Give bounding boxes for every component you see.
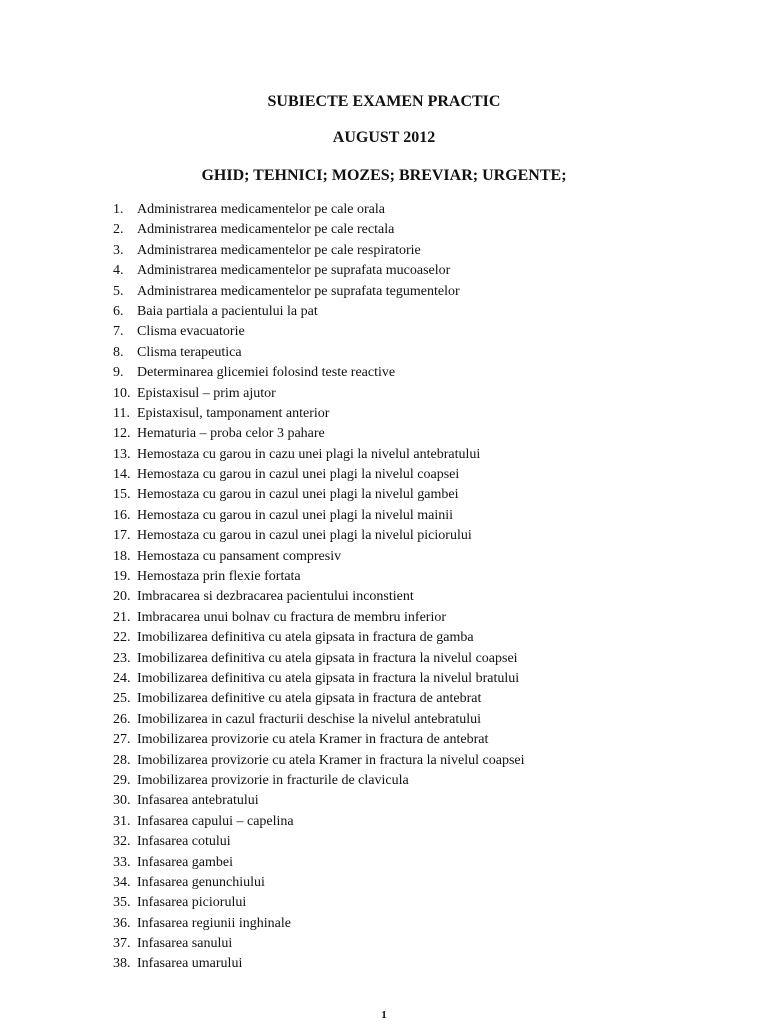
list-item: [0, 710, 768, 730]
list-item-number: 7.: [113, 324, 124, 340]
list-item: [0, 873, 768, 893]
list-item-text: Infasarea genunchiului: [137, 874, 265, 890]
list-item-text: Hemostaza cu garou in cazul unei plagi la nivelul coapsei: [137, 467, 460, 483]
list-item: [0, 832, 768, 852]
list-item: [0, 791, 768, 811]
list-item: [0, 628, 768, 648]
list-item-text: Epistaxisul, tamponament anterior: [137, 405, 330, 421]
list-item-number: 17.: [113, 528, 131, 544]
list-item-number: 6.: [113, 303, 124, 319]
list-item: [0, 526, 768, 546]
list-item-text: Imobilizarea definitive cu atela gipsata in fractura de antebrat: [137, 691, 482, 707]
list-item-number: 18.: [113, 548, 131, 564]
list-item-text: Administrarea medicamentelor pe cale orala: [137, 202, 385, 217]
list-item-text: Infasarea sanului: [137, 936, 233, 952]
list-item-number: 20.: [113, 589, 131, 605]
list-item: [0, 853, 768, 873]
list-item-text: Infasarea cotului: [137, 834, 231, 850]
list-item: [0, 404, 768, 424]
list-item-number: 30.: [113, 793, 131, 809]
list-item-text: Hematuria – proba celor 3 pahare: [137, 426, 325, 442]
list-item-number: 34.: [113, 874, 131, 890]
list-item: [0, 934, 768, 954]
list-item-number: 12.: [113, 426, 131, 442]
list-item-text: Infasarea gambei: [137, 854, 233, 870]
list-item-text: Clisma evacuatorie: [137, 324, 245, 340]
list-item-number: 14.: [113, 467, 131, 483]
list-item-number: 5.: [113, 283, 124, 299]
list-item: [0, 282, 768, 302]
list-item: [0, 649, 768, 669]
page-subtitle: AUGUST 2012: [332, 129, 436, 146]
list-item: [0, 669, 768, 689]
list-item: [0, 689, 768, 709]
list-item: [0, 587, 768, 607]
list-item-number: 26.: [113, 711, 131, 727]
list-item-number: 19.: [113, 569, 131, 585]
list-item-number: 24.: [113, 670, 131, 686]
list-item-text: Infasarea antebratului: [137, 793, 259, 809]
page-title: SUBIECTE EXAMEN PRACTIC: [267, 93, 501, 110]
list-item-text: Epistaxisul – prim ajutor: [137, 385, 276, 401]
list-item-text: Baia partiala a pacientului la pat: [137, 303, 318, 319]
list-item-number: 3.: [113, 242, 124, 258]
list-item-text: Hemostaza cu garou in cazu unei plagi la nivelul antebratului: [137, 446, 481, 462]
list-item-text: Administrarea medicamentelor pe cale rectala: [137, 222, 395, 238]
list-item: [0, 200, 768, 220]
list-item: [0, 954, 768, 974]
list-item-text: Administrarea medicamentelor pe suprafata tegumentelor: [137, 283, 460, 299]
list-item: [0, 220, 768, 240]
list-item-number: 8.: [113, 344, 124, 360]
list-item-text: Hemostaza cu pansament compresiv: [137, 548, 342, 564]
sources-heading: GHID; TEHNICI; MOZES; BREVIAR; URGENTE;: [201, 167, 567, 184]
list-item-number: 1.: [113, 202, 124, 217]
list-item-text: Imbracarea unui bolnav cu fractura de membru inferior: [137, 609, 447, 625]
list-item-number: 11.: [113, 405, 130, 421]
list-item-number: 28.: [113, 752, 131, 768]
list-item: [0, 608, 768, 628]
list-item-text: Infasarea piciorului: [137, 895, 247, 911]
list-item-number: 13.: [113, 446, 131, 462]
list-item-text: Infasarea regiunii inghinale: [137, 915, 291, 931]
list-item-number: 25.: [113, 691, 131, 707]
list-item: [0, 730, 768, 750]
list-item-number: 16.: [113, 507, 131, 523]
list-item-number: 4.: [113, 263, 124, 279]
list-item-text: Imobilizarea definitiva cu atela gipsata in fractura la nivelul coapsei: [137, 650, 518, 666]
list-item-number: 35.: [113, 895, 131, 911]
topic-list: [0, 200, 768, 975]
list-item-number: 27.: [113, 732, 131, 748]
list-item: [0, 771, 768, 791]
list-item-text: Imbracarea si dezbracarea pacientului inconstient: [137, 589, 414, 605]
list-item-number: 36.: [113, 915, 131, 931]
list-item: [0, 914, 768, 934]
list-item-text: Imobilizarea provizorie in fracturile de clavicula: [137, 772, 409, 788]
page-number: 1: [381, 1009, 387, 1021]
list-item-number: 21.: [113, 609, 131, 625]
list-item: [0, 445, 768, 465]
list-item-number: 10.: [113, 385, 131, 401]
list-item: [0, 302, 768, 322]
list-item-text: Imobilizarea definitiva cu atela gipsata in fractura de gamba: [137, 630, 474, 646]
list-item: [0, 506, 768, 526]
list-item-number: 32.: [113, 834, 131, 850]
list-item: [0, 812, 768, 832]
list-item-text: Imobilizarea provizorie cu atela Kramer in fractura la nivelul coapsei: [137, 752, 525, 768]
list-item-text: Hemostaza cu garou in cazul unei plagi la nivelul gambei: [137, 487, 459, 503]
list-item: [0, 343, 768, 363]
list-item: [0, 241, 768, 261]
list-item: [0, 567, 768, 587]
list-item: [0, 465, 768, 485]
list-item: [0, 424, 768, 444]
list-item-text: Imobilizarea definitiva cu atela gipsata in fractura la nivelul bratului: [137, 670, 520, 686]
list-item: [0, 547, 768, 567]
list-item-number: 15.: [113, 487, 131, 503]
list-item-text: Hemostaza prin flexie fortata: [137, 569, 301, 585]
list-item-number: 33.: [113, 854, 131, 870]
list-item-number: 37.: [113, 936, 131, 952]
list-item: [0, 384, 768, 404]
list-item-text: Imobilizarea provizorie cu atela Kramer in fractura de antebrat: [137, 732, 489, 748]
list-item: [0, 893, 768, 913]
list-item-number: 22.: [113, 630, 131, 646]
list-item-text: Clisma terapeutica: [137, 344, 242, 360]
list-item: [0, 363, 768, 383]
list-item-text: Infasarea capului – capelina: [137, 813, 294, 829]
list-item-text: Administrarea medicamentelor pe cale respiratorie: [137, 242, 421, 258]
list-item-number: 23.: [113, 650, 131, 666]
list-item-number: 29.: [113, 772, 131, 788]
list-item: [0, 751, 768, 771]
list-item-text: Infasarea umarului: [137, 956, 243, 972]
list-item-number: 9.: [113, 365, 124, 381]
list-item-number: 31.: [113, 813, 131, 829]
list-item-number: 38.: [113, 956, 131, 972]
list-item-text: Imobilizarea in cazul fracturii deschise la nivelul antebratului: [137, 711, 482, 727]
list-item-text: Hemostaza cu garou in cazul unei plagi la nivelul piciorului: [137, 528, 472, 544]
list-item-text: Administrarea medicamentelor pe suprafata mucoaselor: [137, 263, 451, 279]
list-item: [0, 322, 768, 342]
list-item-text: Determinarea glicemiei folosind teste reactive: [137, 365, 396, 381]
list-item: [0, 485, 768, 505]
list-item-number: 2.: [113, 222, 124, 238]
list-item: [0, 261, 768, 281]
list-item-text: Hemostaza cu garou in cazul unei plagi la nivelul mainii: [137, 507, 454, 523]
